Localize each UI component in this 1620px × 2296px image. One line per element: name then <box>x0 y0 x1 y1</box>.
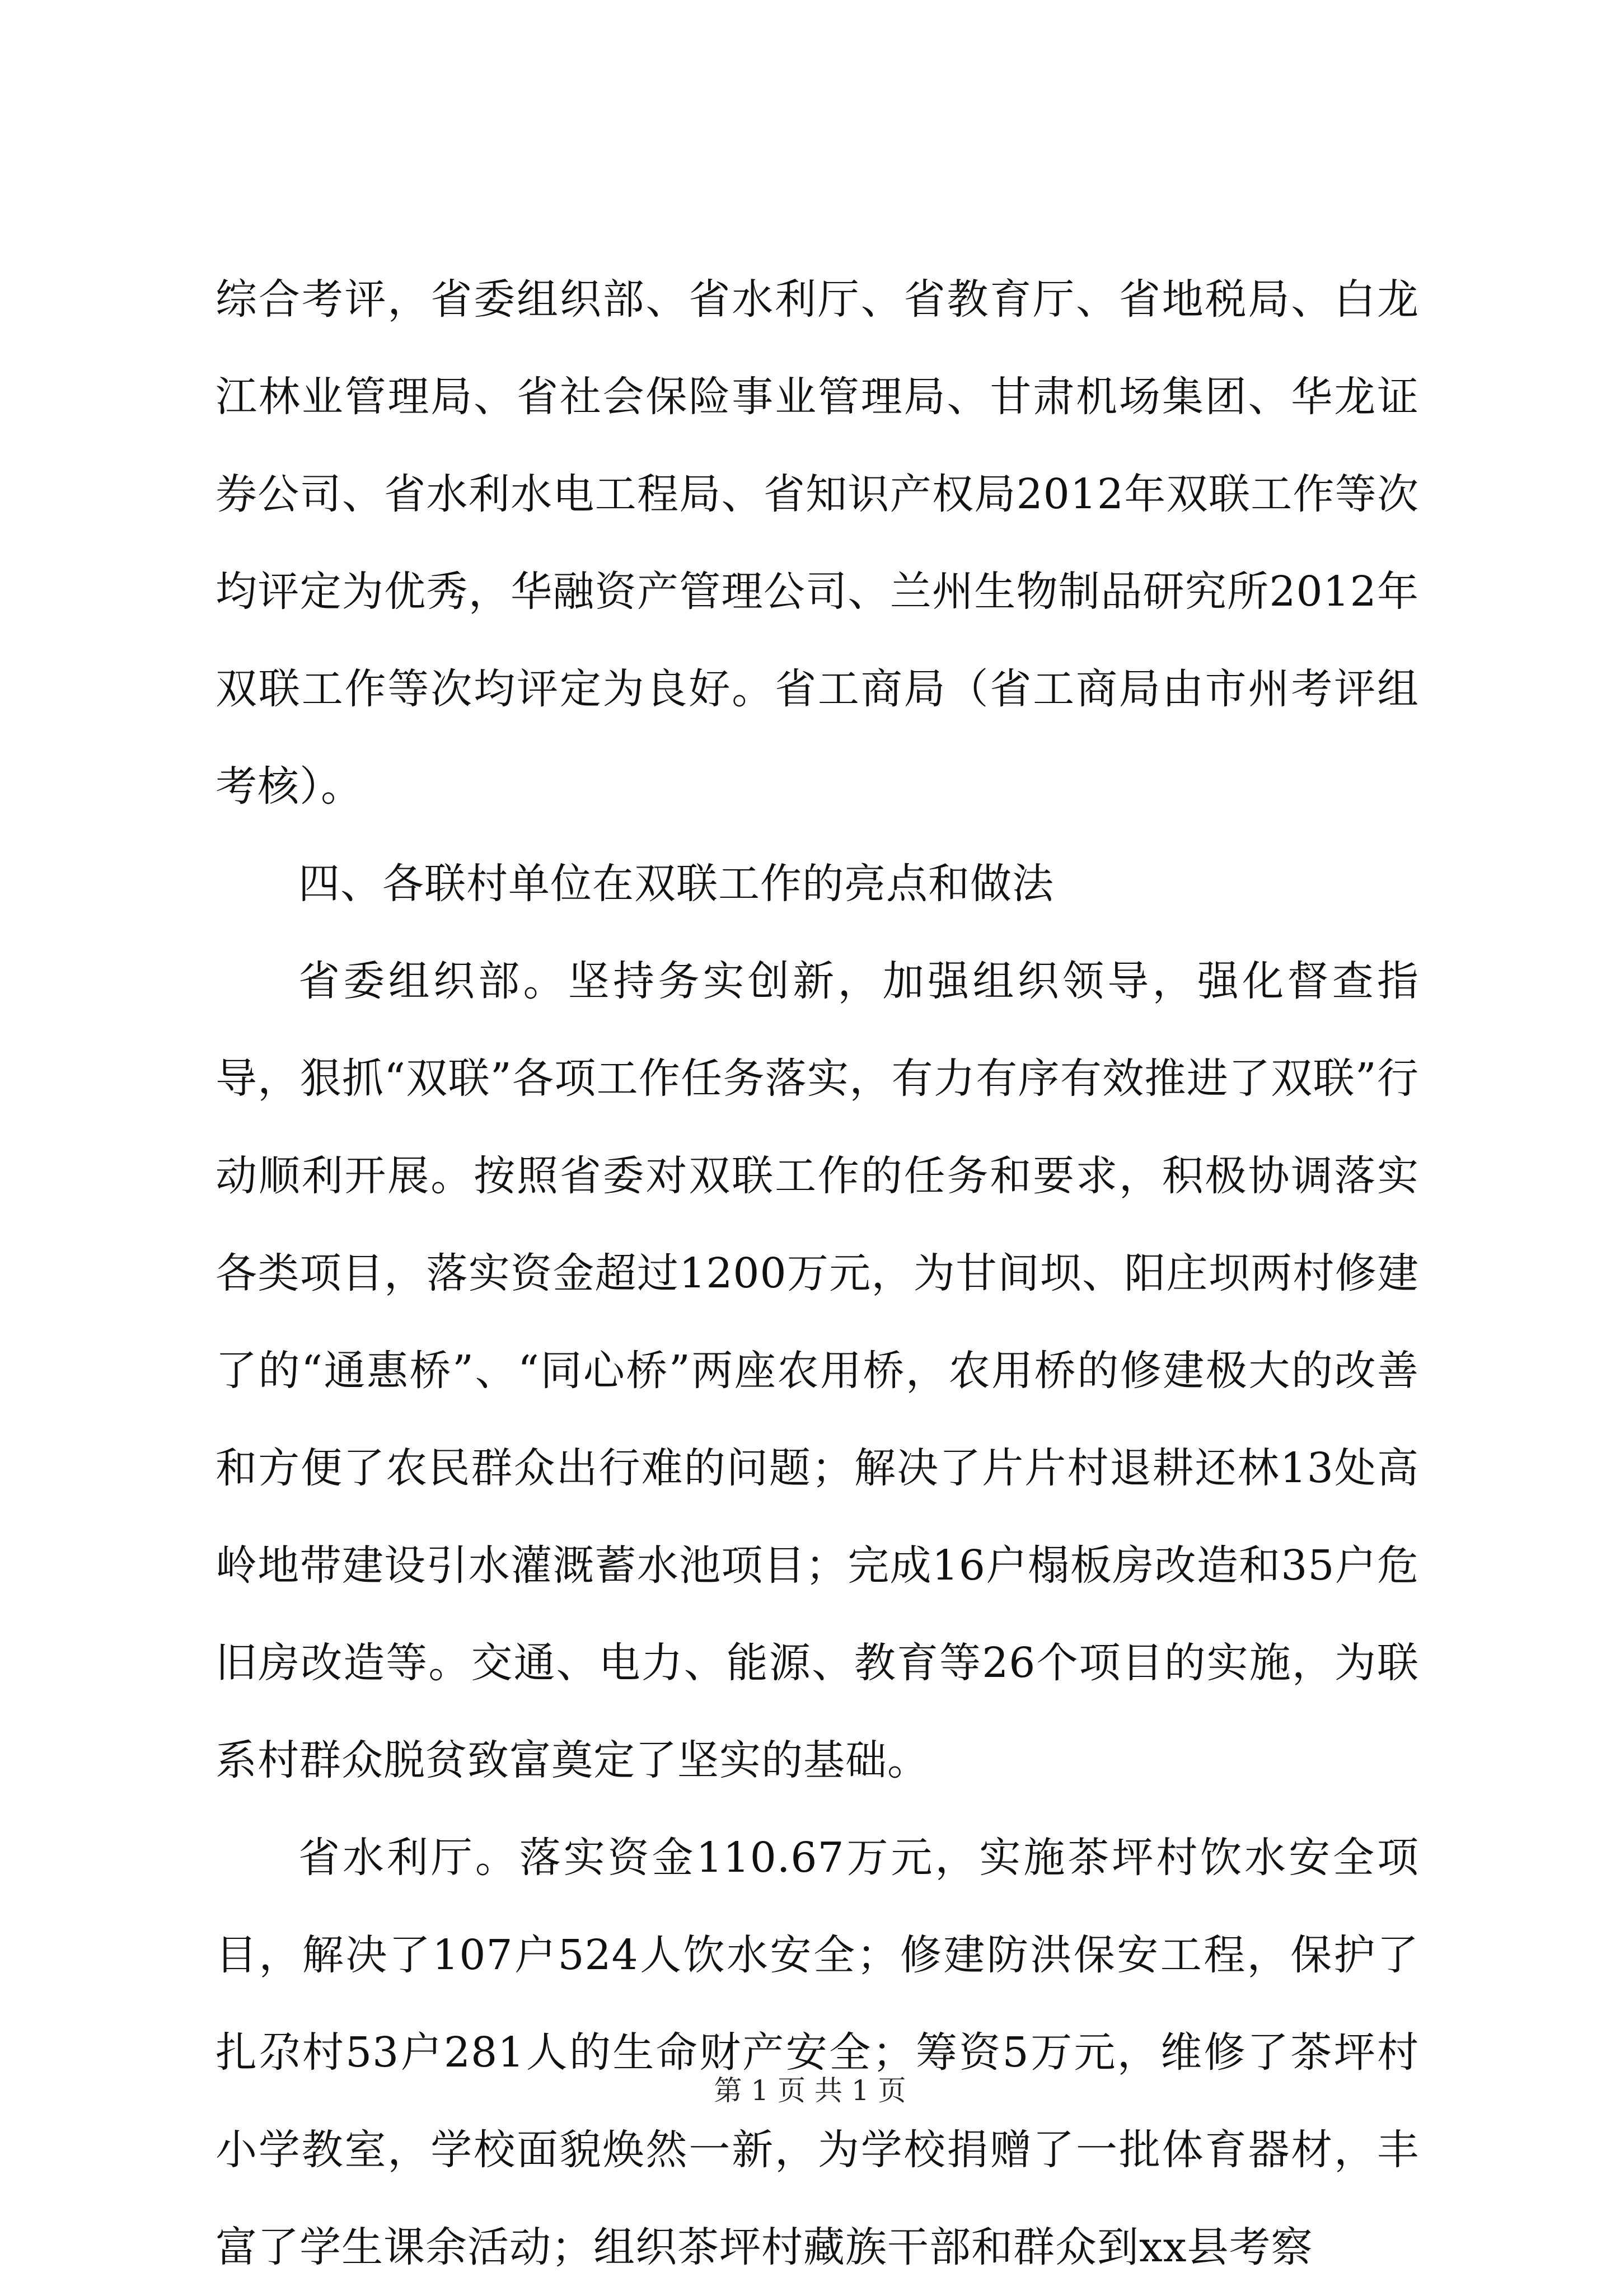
paragraph-water-resources-department: 省水利厅。落实资金110.67万元，实施茶坪村饮水安全项目，解决了107户524人饮水安全；修建防洪保安工程，保护了扎尕村53户281人的生命财产安全；筹资5万元，维修了茶坪村小学教室，学校面貌焕然一新，为学校捐赠了一批体育器材，丰富了学生课余活动；组织茶坪村藏族干部和群众到xx县考察 <box>216 1834 1419 2271</box>
paragraph-organization-department: 省委组织部。坚持务实创新，加强组织领导，强化督查指导，狠抓“双联”各项工作任务落实，有力有序有效推进了双联”行动顺利开展。按照省委对双联工作的任务和要求，积极协调落实各类项目，落实资金超过1200万元，为甘间坝、阳庄坝两村修建了的“通惠桥”、“同心桥”两座农用桥，农用桥的修建极大的改善和方便了农民群众出行难的问题；解决了片片村退耕还林13处高岭地带建设引水灌溉蓄水池项目；完成16户榻板房改造和35户危旧房改造等。交通、电力、能源、教育等26个项目的实施，为联系村群众脱贫致富奠定了坚实的基础。 <box>216 957 1419 1784</box>
page-footer: 第 1 页 共 1 页 <box>714 2074 906 2107</box>
paragraph-evaluation-results: 综合考评，省委组织部、省水利厅、省教育厅、省地税局、白龙江林业管理局、省社会保险事业管理局、甘肃机场集团、华龙证券公司、省水利水电工程局、省知识产权局2012年双联工作等次均评定为优秀，华融资产管理公司、兰州生物制品研究所2012年双联工作等次均评定为良好。省工商局（省工商局由市州考评组考核）。 <box>216 275 1419 810</box>
document-body <box>216 251 1419 2296</box>
section-heading-highlights: 四、各联村单位在双联工作的亮点和做法 <box>298 860 1054 908</box>
